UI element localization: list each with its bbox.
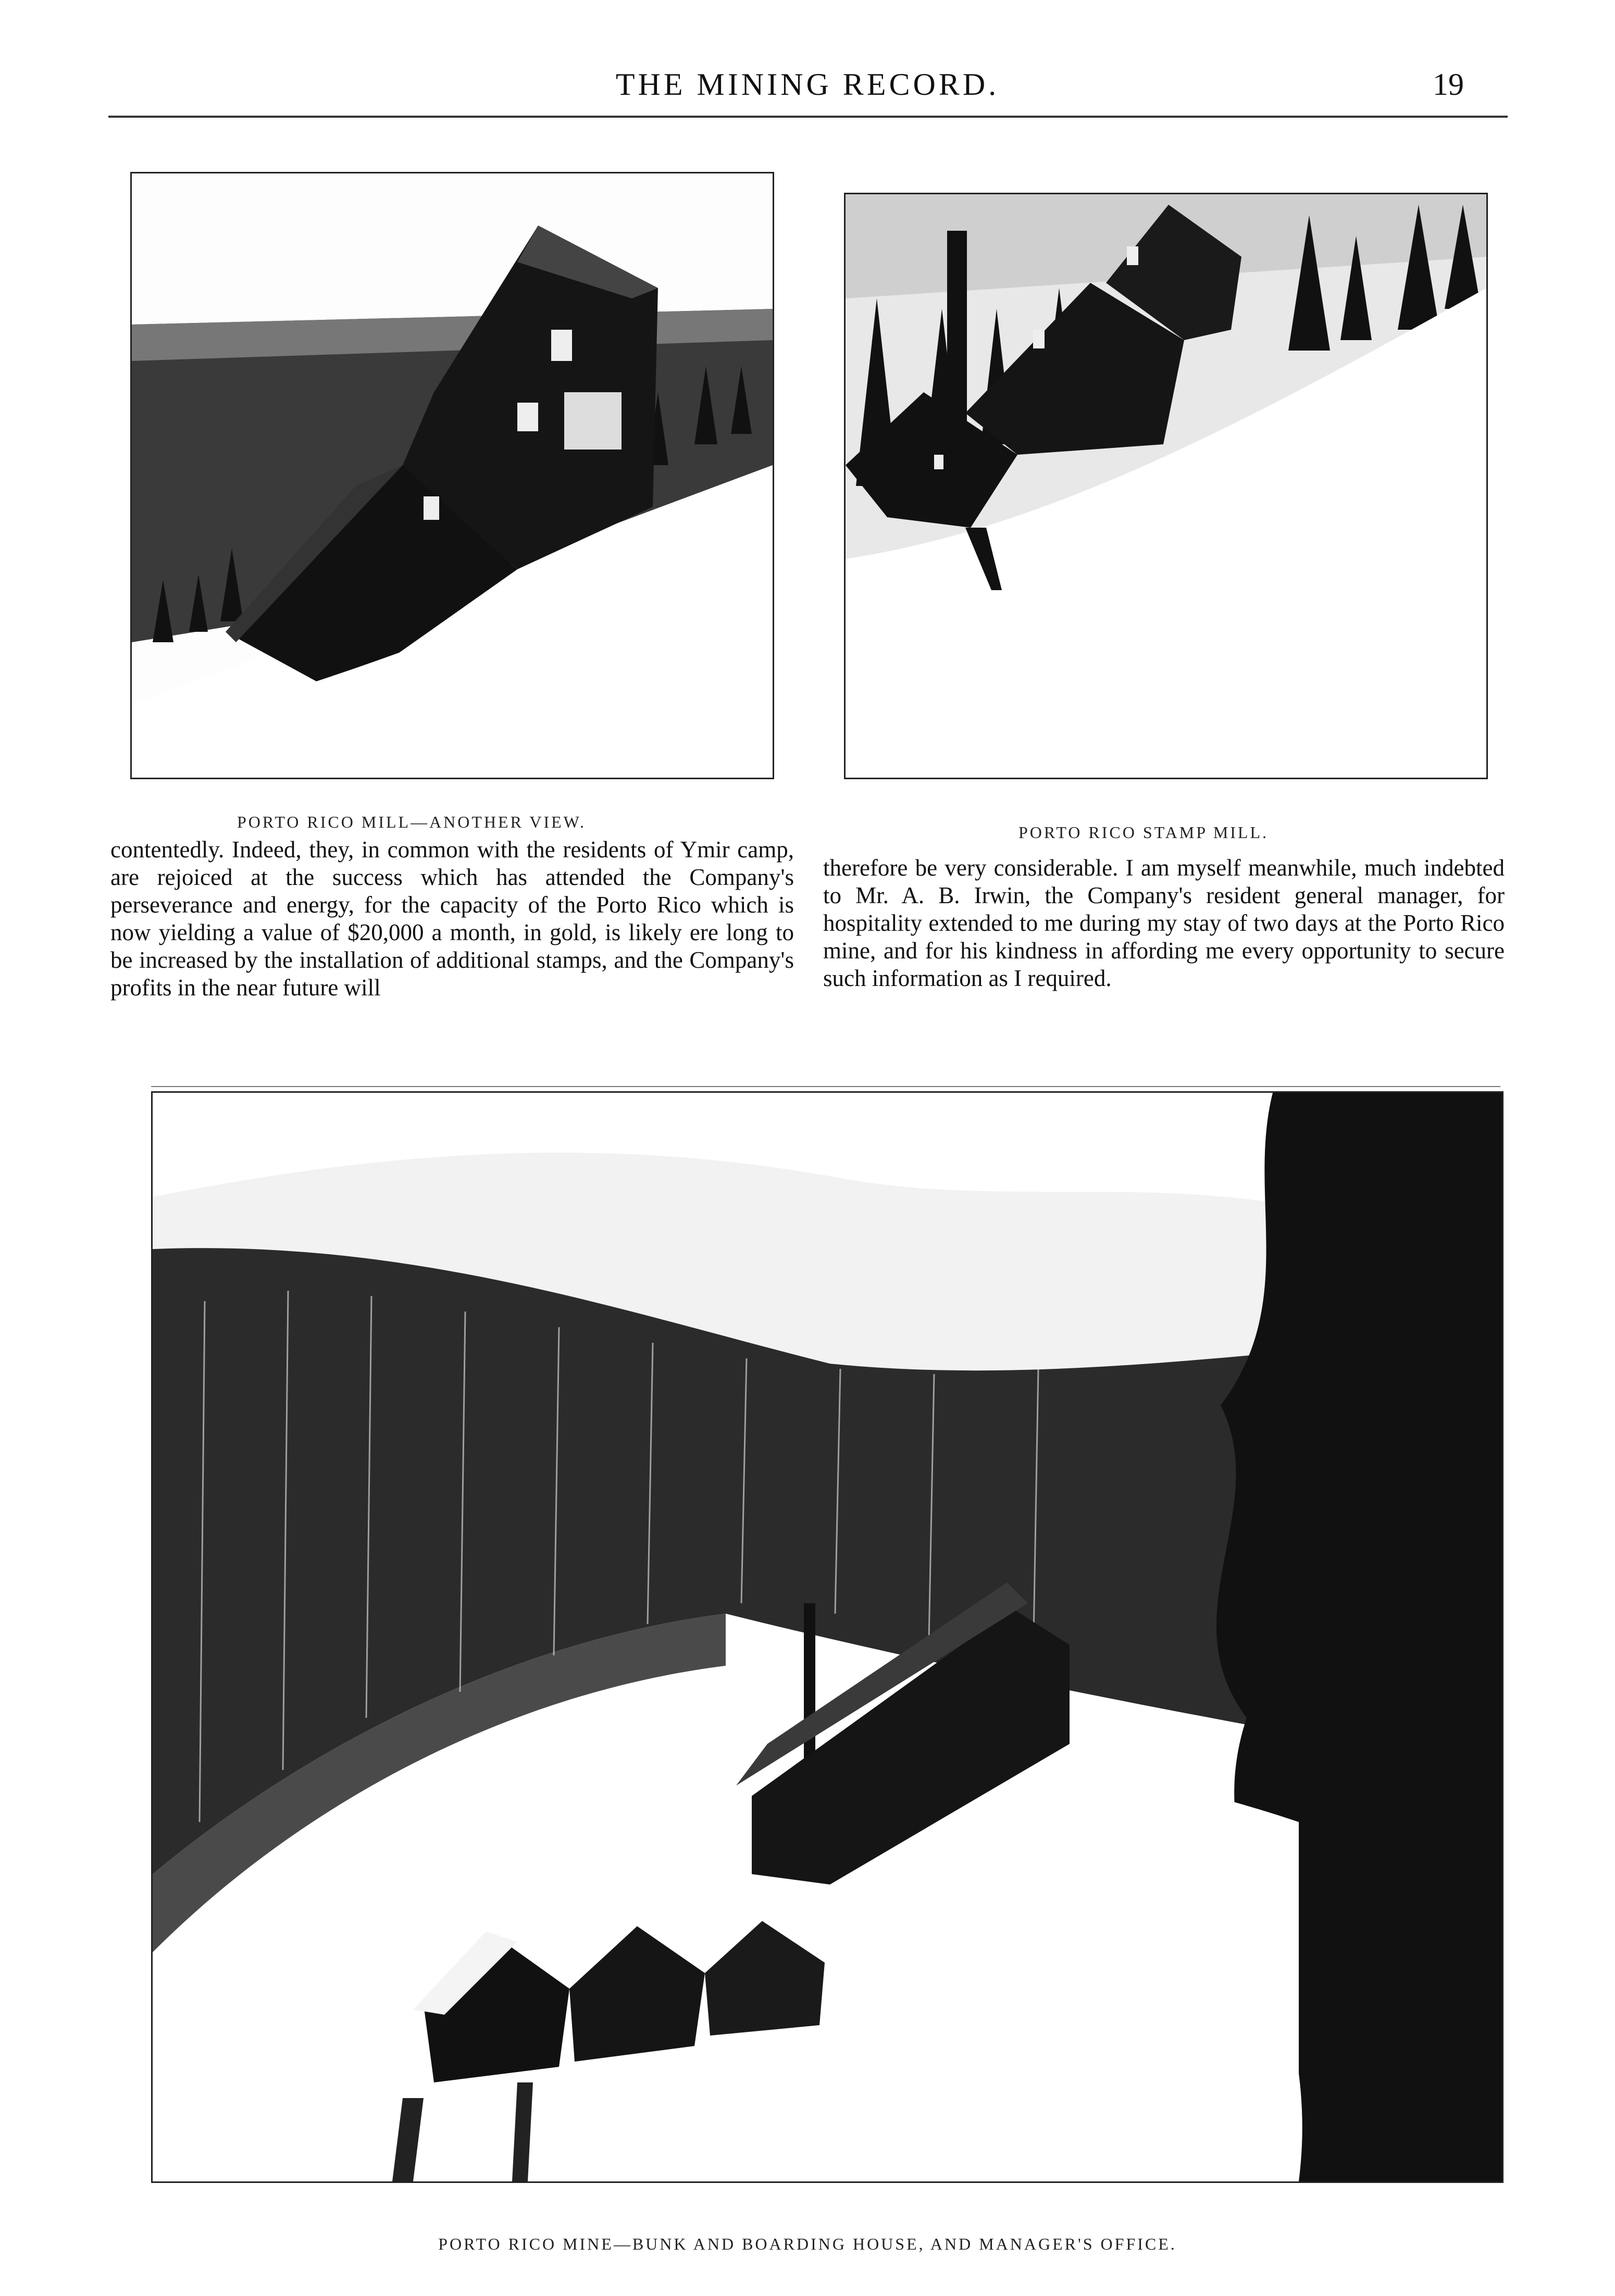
page-number: 19 xyxy=(1433,67,1464,102)
photo-porto-rico-stamp-mill xyxy=(844,193,1488,779)
photo-porto-rico-mill xyxy=(130,172,774,779)
photo-caption-mine: PORTO RICO MINE—BUNK AND BOARDING HOUSE, AND MANAGER'S OFFICE. xyxy=(438,2235,1177,2253)
article-right-column: therefore be very considerable. I am myself meanwhile, much indebted to Mr. A. B. Irwin, the Company's resident general manager, for hospitality extended to me during my stay of two days at the Porto Rico mine, and for his kindness in affording me every opportunity to secure such information as I required. xyxy=(823,855,1505,991)
running-head: THE MINING RECORD. xyxy=(615,67,1000,102)
stamp-mill-photo-icon xyxy=(846,194,1486,778)
mine-camp-photo-icon xyxy=(153,1093,1502,2181)
snowy-mill-photo-icon xyxy=(132,173,773,778)
section-rule xyxy=(151,1086,1500,1087)
photo-porto-rico-mine xyxy=(151,1091,1504,2183)
article-left-column: contentedly. Indeed, they, in common with the residents of Ymir camp, are rejoiced at the success which has attended the Company's perseverance and energy, for the capacity of the Porto Rico which is now yielding a value of $20,000 a month, in gold, is likely ere long to be increased by the installation of additional stamps, and the Company's profits in the near future will xyxy=(110,837,794,1001)
photo-caption-mill: PORTO RICO MILL—ANOTHER VIEW. xyxy=(237,813,586,831)
header-rule xyxy=(108,116,1508,118)
photo-caption-stamp-mill: PORTO RICO STAMP MILL. xyxy=(1018,823,1269,842)
